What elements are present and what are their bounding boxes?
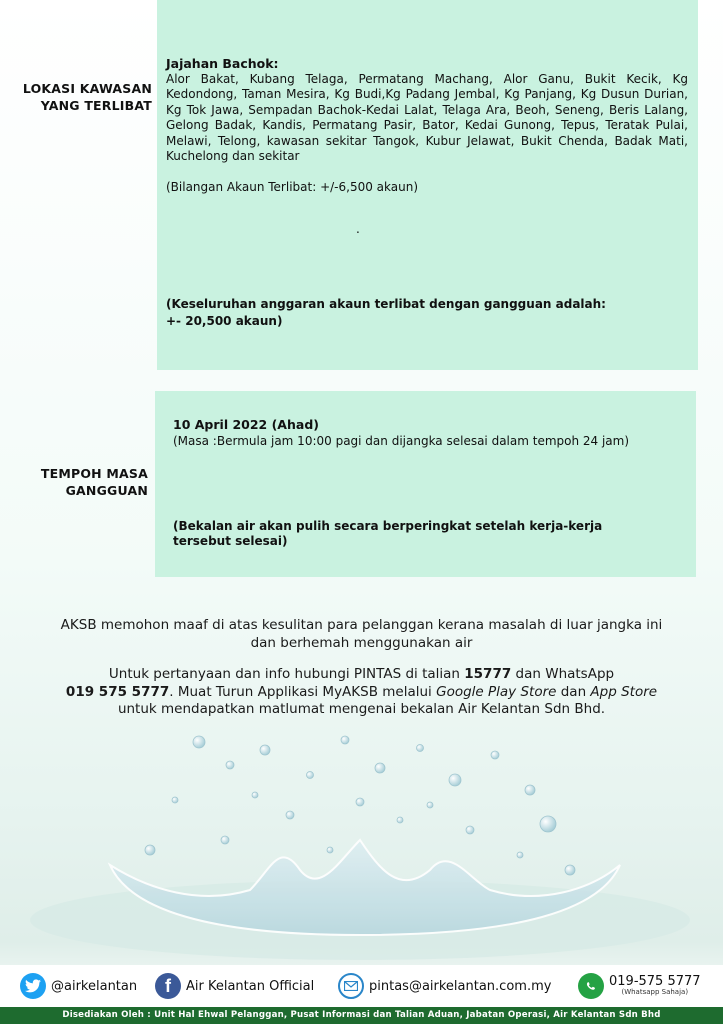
whatsapp-link[interactable]	[578, 970, 701, 1002]
location-label-line1: LOKASI KAWASAN	[22, 81, 152, 96]
total-accounts-line2: +- 20,500 akaun)	[166, 314, 283, 328]
duration-label	[10, 465, 148, 499]
disruption-time-note: (Masa :Bermula jam 10:00 pagi dan dijangka selesai dalam tempoh 24 jam)	[173, 434, 630, 448]
whatsapp-number: 019-575 5777	[609, 974, 701, 989]
google-play-link[interactable]: Google Play Store	[436, 683, 557, 700]
whatsapp-number-inline: 019 575 5777	[65, 683, 170, 700]
contact-part2: dan WhatsApp	[511, 666, 615, 682]
stray-dot: .	[356, 222, 360, 236]
whatsapp-note: (Whatsapp Sahaja)	[621, 988, 689, 996]
disruption-date: 10 April 2022 (Ahad)	[173, 417, 319, 432]
affected-areas-list: Alor Bakat, Kubang Telaga, Permatang Machang, Alor Ganu, Bukit Kecik, Kg Kedondong, Taman Mesira, Kg Budi,Kg Padang Jembal, Kg Panjang, Kg Dusun Durian, Kg Tok Jawa, Sempadan Bachok-Kedai Lalat, Telaga Ara, Beoh, Seneng, Beris Lalang, Gelong Badak, Kandis, Permatang Pasir, Bator, Kedai Gunong, Tepus, Teratak Pulai, Melawi, Telong, kawasan sekitar Tangok, Kubur Jelawat, Bukit Chenda, Badak Mati, Kuchelong dan sekitar	[166, 72, 688, 164]
location-panel	[157, 0, 698, 370]
footer-contact-bar	[0, 965, 723, 1007]
prepared-by-strip: Disediakan Oleh : Unit Hal Ehwal Pelanggan, Pusat Informasi dan Talian Aduan, Jabatan Operasi, Air Kelantan Sdn Bhd	[0, 1007, 723, 1024]
contact-part1: Untuk pertanyaan dan info hubungi PINTAS di talian	[108, 666, 465, 682]
twitter-handle: @airkelantan	[51, 978, 138, 994]
email-address: pintas@airkelantan.com.my	[369, 978, 552, 994]
duration-panel	[155, 391, 696, 577]
contact-part4: dan	[556, 683, 591, 700]
account-count: (Bilangan Akaun Terlibat: +/-6,500 akaun)	[166, 180, 418, 194]
water-splash-image	[0, 720, 723, 965]
recovery-note: (Bekalan air akan pulih secara berperingkat setelah kerja-kerja tersebut selesai)	[173, 519, 603, 549]
apology-text: AKSB memohon maaf di atas kesulitan para pelanggan kerana masalah di luar jangka ini dan berhemah menggunakan air	[60, 617, 663, 651]
app-store-link[interactable]: App Store	[590, 683, 658, 700]
email-icon	[338, 973, 364, 999]
facebook-name: Air Kelantan Official	[186, 978, 315, 994]
facebook-icon: f	[155, 973, 181, 999]
district-title: Jajahan Bachok:	[166, 56, 279, 71]
facebook-link[interactable]	[155, 970, 314, 1002]
contact-info	[20, 666, 703, 719]
duration-label-line2: GANGGUAN	[65, 483, 148, 498]
whatsapp-icon	[578, 973, 604, 999]
location-label-line2: YANG TERLIBAT	[40, 98, 152, 113]
hotline-number: 15777	[464, 666, 512, 682]
total-accounts-line1: (Keseluruhan anggaran akaun terlibat dengan gangguan adalah:	[166, 297, 606, 311]
twitter-link[interactable]	[20, 970, 137, 1002]
contact-part3: . Muat Turun Applikasi MyAKSB melalui	[169, 683, 437, 700]
duration-label-line1: TEMPOH MASA	[40, 466, 148, 481]
twitter-icon	[20, 973, 46, 999]
email-link[interactable]	[338, 970, 551, 1002]
location-label	[14, 80, 152, 114]
contact-part5: untuk mendapatkan matlumat mengenai bekalan Air Kelantan Sdn Bhd.	[117, 701, 606, 717]
